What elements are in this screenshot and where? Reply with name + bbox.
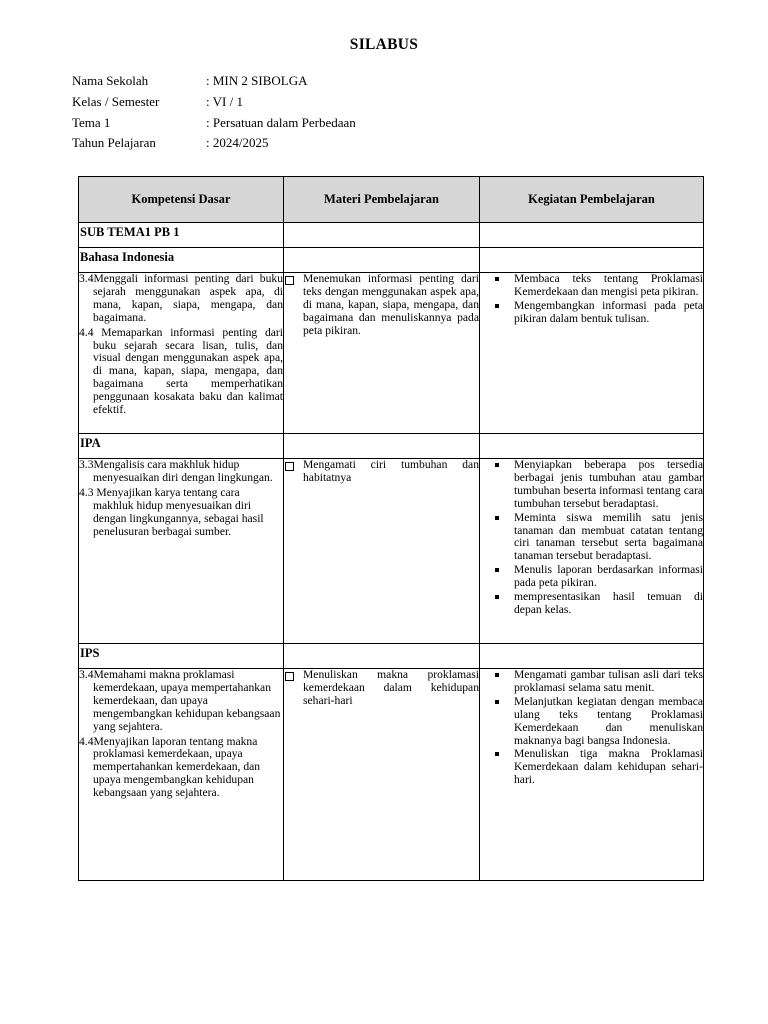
bullet-icon [495,568,499,572]
subject-row-ips [79,644,704,669]
bullet-icon [495,463,499,467]
materi-cell [284,459,480,644]
kegiatan-cell [480,459,704,644]
subject-label: Bahasa Indonesia [79,248,284,273]
materi-text: Mengamati ciri tumbuhan dan habitatnya [303,458,479,484]
page-title: SILABUS [349,36,419,53]
table-row [79,459,704,644]
info-label: Nama Sekolah [72,73,149,88]
subtheme-label: SUB TEMA1 PB 1 [79,223,284,248]
materi-cell [284,669,480,881]
list-item: Melanjutkan kegiatan dengan membaca ulang teks tentang Proklamasi Kemerdekaan dan menuliskan maknanya bagi bangsa Indonesia. [480,696,703,748]
list-item: Membaca teks tentang Proklamasi Kemerdekaan dan mengisi peta pikiran. [480,273,703,299]
kompetensi-cell [79,669,284,881]
info-value: : 2024/2025 [206,135,269,151]
bullet-icon [495,673,499,677]
identity-block [72,73,356,156]
column-header-materi: Materi Pembelajaran [284,177,480,223]
list-item: Meminta siswa memilih satu jenis tanaman dan membuat catatan tentang ciri tanaman tersebut serta bagaimana tanaman tersebut beradaptasi. [480,512,703,564]
info-value: : MIN 2 SIBOLGA [206,73,308,88]
checkbox-icon [285,462,294,471]
kompetensi-cell [79,459,284,644]
subject-label: IPA [79,434,284,459]
checkbox-icon [285,276,294,285]
kd-item: 4.4 Memaparkan informasi penting dari buku sejarah secara lisan, tulis, dan visual dengan menggunakan aspek apa, di mana, kapan, siapa, mengapa, dan bagaimana serta memperhatikan penggunaan kosakata baku dan kalimat efektif. [79,325,283,417]
materi-text: Menemukan informasi penting dari teks dengan menggunakan aspek apa, di mana, kapan, siapa, mengapa, dan bagaimana dan menuliskannya pada peta pikiran. [303,272,479,337]
list-item: Menulis laporan berdasarkan informasi pada peta pikiran. [480,564,703,590]
subtheme-row [79,223,704,248]
kd-item: 3.4Menggali informasi penting dari buku sejarah menggunakan aspek apa, di mana, kapan, siapa, mengapa, dan bagaimana. [79,272,283,324]
bullet-icon [495,516,499,520]
table-row [79,669,704,881]
kompetensi-cell [79,273,284,434]
materi-cell [284,273,480,434]
table-header-row [79,177,704,223]
info-row-school [72,73,356,94]
column-header-kegiatan: Kegiatan Pembelajaran [480,177,704,223]
subject-row-bahasa-indonesia [79,248,704,273]
info-row-year [72,135,356,156]
info-label: Tema 1 [72,114,111,130]
materi-text: Menuliskan makna proklamasi kemerdekaan dalam kehidupan sehari-hari [303,668,479,707]
kegiatan-cell [480,273,704,434]
kegiatan-cell [480,669,704,881]
list-item: Menyiapkan beberapa pos tersedia berbagai jenis tumbuhan atau gambar tumbuhan beserta informasi tentang cara tumbuhan tersebut beradaptasi. [480,459,703,511]
info-row-class [72,94,356,115]
subject-label: IPS [79,644,284,669]
info-value: : Persatuan dalam Perbedaan [206,114,356,130]
bullet-icon [495,752,499,756]
checkbox-icon [285,672,294,681]
bullet-icon [495,595,499,599]
syllabus-table [78,176,704,881]
kd-item: 3.3Mengalisis cara makhluk hidup menyesuaikan diri dengan lingkungan. [79,458,273,484]
bullet-icon [495,277,499,281]
info-label: Tahun Pelajaran [72,135,156,151]
table-row [79,273,704,434]
kd-item: 3.4Memahami makna proklamasi kemerdekaan, upaya mempertahankan kemerdekaan, dan upaya mengembangkan kehidupan kebangsaan yang sejahtera. [79,668,281,733]
list-item: Mengamati gambar tulisan asli dari teks proklamasi selama satu menit. [480,669,703,695]
info-row-theme [72,115,356,136]
column-header-kompetensi: Kompetensi Dasar [79,177,284,223]
list-item: Menuliskan tiga makna Proklamasi Kemerdekaan dalam kehidupan sehari-hari. [480,748,703,787]
list-item: Mengembangkan informasi pada peta pikiran dalam bentuk tulisan. [480,300,703,326]
info-label: Kelas / Semester [72,93,160,109]
info-value: : VI / 1 [206,93,243,109]
bullet-icon [495,700,499,704]
list-item: mempresentasikan hasil temuan di depan kelas. [480,591,703,617]
kd-item: 4.4Menyajikan laporan tentang makna proklamasi kemerdekaan, upaya mempertahankan kemerdekaan, dan upaya mengembangkan kehidupan kebangsaan yang sejahtera. [79,734,261,800]
kd-item: 4.3 Menyajikan karya tentang cara makhluk hidup menyesuaikan diri dengan lingkungannya, sebagai hasil penelusuran berbagai sumber. [79,485,264,538]
bullet-icon [495,304,499,308]
subject-row-ipa [79,434,704,459]
